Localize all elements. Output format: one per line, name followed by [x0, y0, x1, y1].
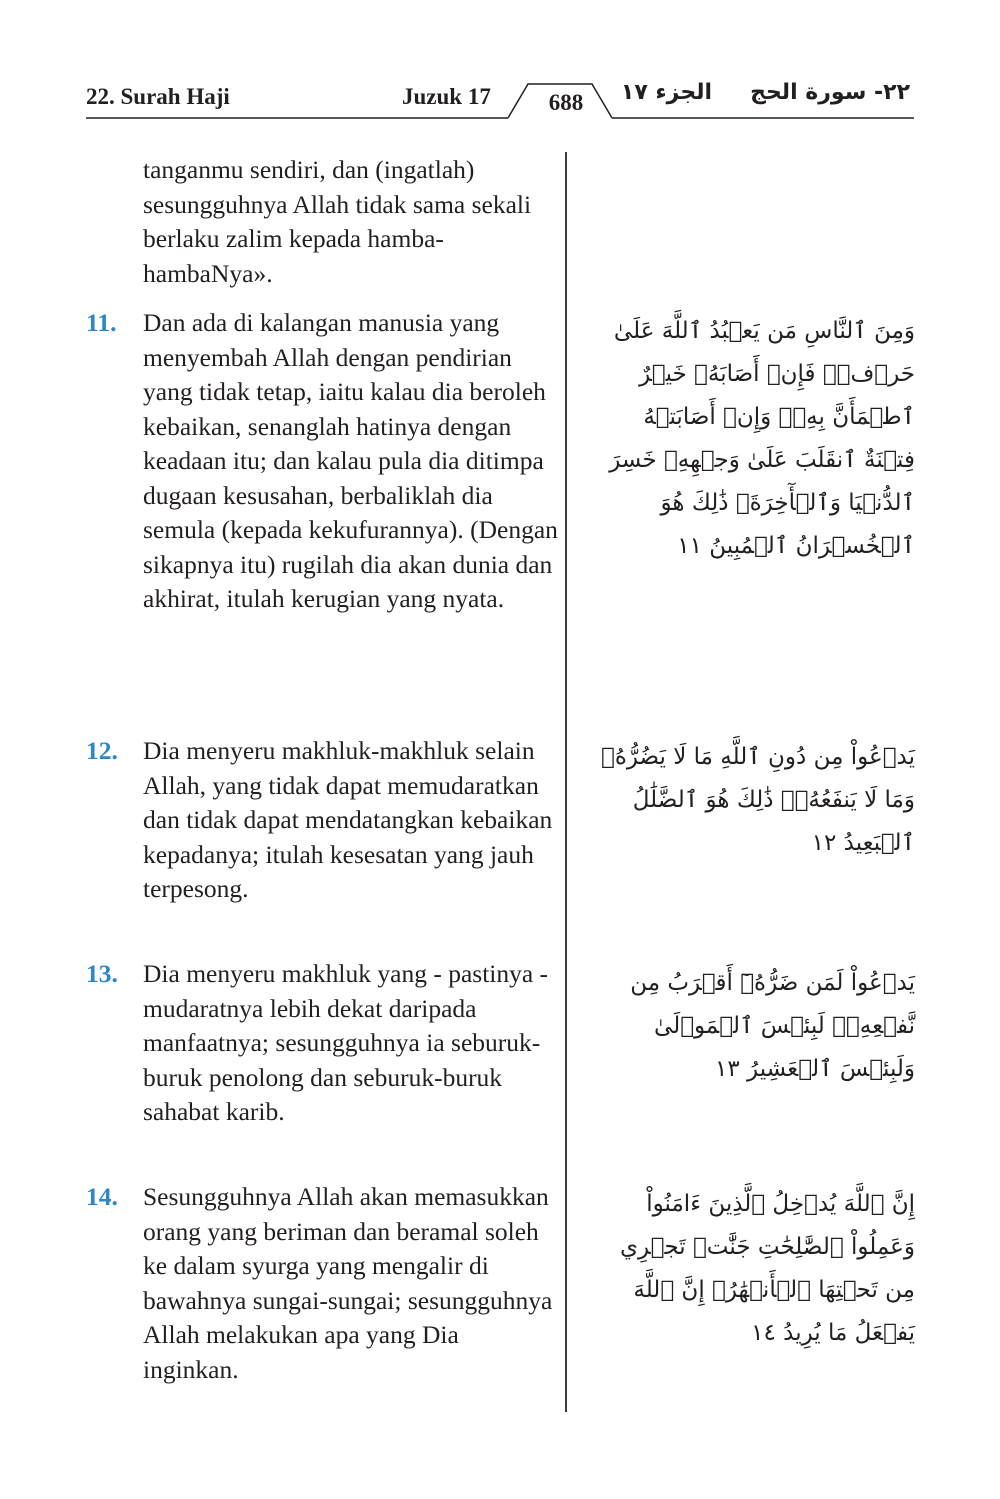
verse-12-arabic: يَدۡعُواْ مِن دُونِ ٱللَّهِ مَا لَا يَضُرُّهُۥ وَمَا لَا يَنفَعُهُۥۚ ذَٰلِكَ هُوَ ٱلضَّلَٰلُ ٱلۡبَعِيدُ ١٢: [601, 744, 915, 856]
verse-number: 14.: [86, 1182, 118, 1211]
verse-14-arabic: إِنَّ ٱللَّهَ يُدۡخِلُ ٱلَّذِينَ ءَامَنُواْ وَعَمِلُواْ ٱلصَّٰلِحَٰتِ جَنَّٰتٖ تَجۡرِي مِن تَحۡتِهَا ٱلۡأَنۡهَٰرُۚ إِنَّ ٱللَّهَ يَفۡعَلُ مَا يُرِيدُ ١٤: [619, 1191, 915, 1346]
verse-number: 12.: [86, 736, 118, 765]
column-divider: [565, 152, 567, 1412]
surah-title-latin: 22. Surah Haji: [86, 84, 230, 109]
verse-number: 11.: [86, 308, 117, 337]
verse-number: 13.: [86, 959, 118, 988]
verse-translation: Dia menyeru makhluk yang - pastinya - mudaratnya lebih dekat daripada manfaatnya; sesungguhnya ia seburuk-buruk penolong dan seburuk-buruk sahabat karib.: [143, 959, 549, 1126]
header-rule: [0, 0, 1000, 130]
juz-label-arabic: الجزء ١٧: [620, 80, 712, 105]
surah-title-arabic: ٢٢- سورة الحج: [750, 80, 910, 105]
page-header: [0, 0, 1000, 130]
verse-11-arabic: وَمِنَ ٱلنَّاسِ مَن يَعۡبُدُ ٱللَّهَ عَلَىٰ حَرۡفٖۖ فَإِنۡ أَصَابَهُۥ خَيۡرٌ ٱطۡمَأَنَّ بِهِۦۖ وَإِنۡ أَصَابَتۡهُ فِتۡنَةٌ ٱنقَلَبَ عَلَىٰ وَجۡهِهِۦ خَسِرَ ٱلدُّنۡيَا وَٱلۡأٓخِرَةَۚ ذَٰلِكَ هُوَ ٱلۡخُسۡرَانُ ٱلۡمُبِينُ ١١: [609, 318, 915, 559]
verse-translation: Dan ada di kalangan manusia yang menyembah Allah dengan pendirian yang tidak tetap, iaitu kalau dia beroleh kebaikan, senanglah hatinya dengan keadaan itu; dan kalau pula dia ditimpa dugaan kesusahan, berbaliklah dia semula (kepada kekufurannya). (Dengan sikapnya itu) rugilah dia akan dunia dan akhirat, itulah kerugian yang nyata.: [143, 308, 558, 613]
verse-translation: Dia menyeru makhluk-makhluk selain Allah, yang tidak dapat memudaratkan dan tidak dapat mendatangkan kebaikan kepadanya; itulah kesesatan yang jauh terpesong.: [143, 736, 553, 903]
continuation-text: tanganmu sendiri, dan (ingatlah) sesungguhnya Allah tidak sama sekali berlaku zalim kepada hamba-hambaNya».: [143, 155, 532, 288]
page-number: 688: [548, 90, 584, 115]
verse-13-arabic: يَدۡعُواْ لَمَن ضَرُّهُۥٓ أَقۡرَبُ مِن نَّفۡعِهِۦۚ لَبِئۡسَ ٱلۡمَوۡلَىٰ وَلَبِئۡسَ ٱلۡعَشِيرُ ١٣: [630, 970, 915, 1082]
verse-translation: Sesungguhnya Allah akan memasukkan orang yang beriman dan beramal soleh ke dalam syurga yang mengalir di bawahnya sungai-sungai; sesungguhnya Allah melakukan apa yang Dia inginkan.: [143, 1182, 553, 1384]
juzuk-label: Juzuk 17: [402, 84, 491, 109]
